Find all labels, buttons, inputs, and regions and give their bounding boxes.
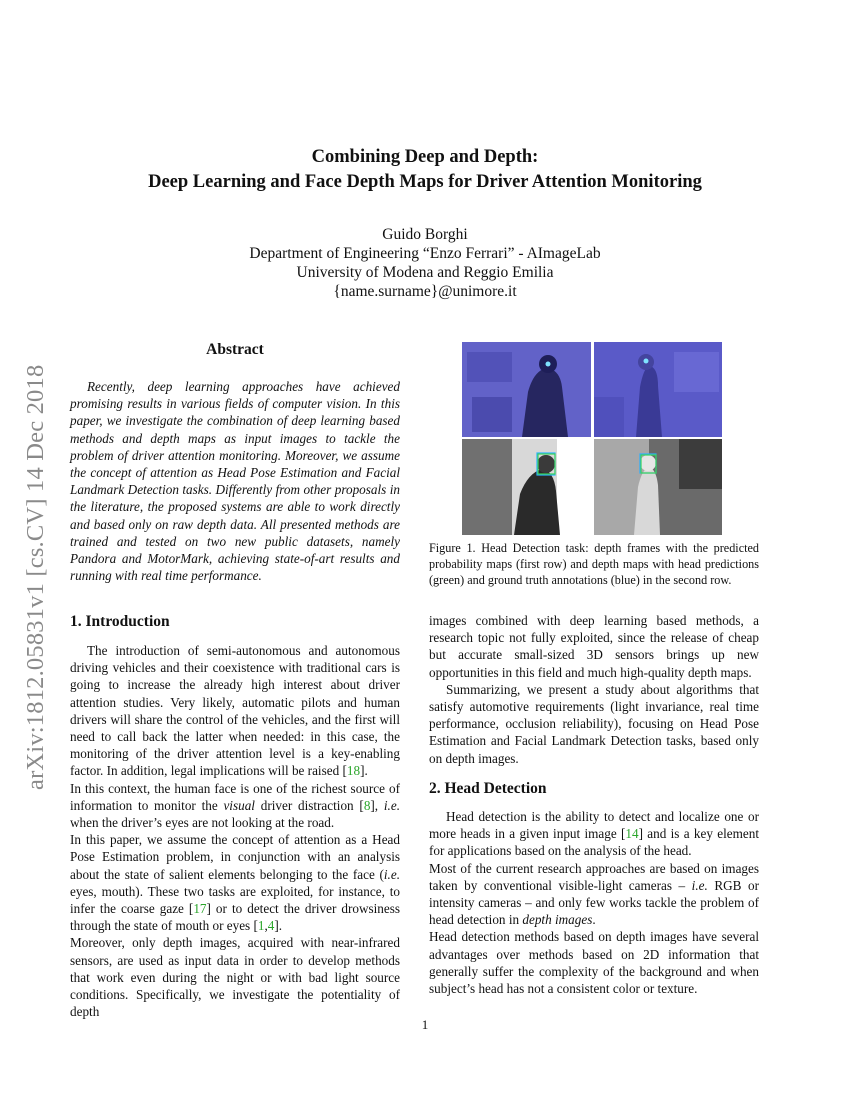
figure-panel-depth-frame-1 — [462, 342, 591, 437]
figure-panel-head-prediction-2 — [594, 439, 722, 535]
intro-paragraph-4: Moreover, only depth images, acquired with near-infrared sensors, are used as input data in order to develop methods that work even during the night or with bad light source conditions. Specifically, we investigate the potentiality of depth — [70, 935, 400, 1020]
summary-paragraph: Summarizing, we present a study about algorithms that satisfy automotive requirements (light invariance, real time performance, occlusion reliability), focusing on Head Pose Estimation and Facial Landmark Detection tasks, based only on depth images. — [429, 681, 759, 766]
page-number: 1 — [421, 1017, 429, 1032]
citation-link[interactable]: 17 — [193, 901, 207, 917]
figure-1-caption: Figure 1. Head Detection task: depth frames with the predicted probability maps (first row) and depth maps with head predictions (green) and ground truth annotations (blue) in the second row. — [429, 541, 759, 587]
intro-paragraph-2: In this context, the human face is one of the richest source of information to monitor the visual driver distraction [8], i.e. when the driver’s eyes are not looking at the road. — [70, 780, 400, 831]
intro-continued-paragraph: images combined with deep learning based methods, a research topic not fully exploited, since the release of cheap but accurate small-sized 3D sensors brings up new opportunities in this field and much high-quality depth maps. — [429, 613, 759, 680]
author-email: {name.surname}@unimore.it — [333, 283, 517, 300]
citation-link[interactable]: 4 — [267, 918, 275, 934]
figure-panel-depth-frame-2 — [594, 342, 722, 437]
author-name: Guido Borghi — [382, 226, 468, 243]
citation-link[interactable]: 8 — [363, 797, 371, 813]
intro-heading: 1. Introduction — [70, 613, 170, 630]
arxiv-side-stamp: arXiv:1812.05831v1 [cs.CV] 14 Dec 2018 — [22, 364, 49, 790]
author-affiliation: Department of Engineering “Enzo Ferrari” - AImageLab — [249, 245, 601, 262]
abstract-heading: Abstract — [206, 341, 264, 358]
paper-title-line2: Deep Learning and Face Depth Maps for Driver Attention Monitoring — [148, 172, 702, 192]
head-detection-paragraph-2: Most of the current research approaches are based on images taken by conventional visible-light cameras – i.e. RGB or intensity cameras – and only few works tackle the problem of head detection in depth images. — [429, 860, 759, 928]
abstract-text: Recently, deep learning approaches have achieved promising results in various fields of computer vision. In this paper, we investigate the combination of deep learning based methods and depth maps as input images to tackle the problem of driver attention monitoring. Moreover, we assume the concept of attention as Head Pose Estimation and Facial Landmark Detection tasks. Differently from other proposals in the literature, the proposed systems are able to work directly and based only on raw depth data. All presented methods are trained and tested on two new public datasets, namely Pandora and MotorMark, achieving state-of-art results and running with real time performance. — [70, 379, 400, 584]
intro-paragraph-1: The introduction of semi-autonomous and autonomous driving vehicles and their coexistence with traditional cars is going to increase the already high interest about driver attention studies. Very likely, automatic pilots and human drivers will share the control of the vehicles, and the first will need to call back the latter when needed: in this case, the monitoring of the driver attention level is a key-enabling factor. In addition, legal implications will be raised [18]. — [70, 643, 400, 779]
author-university: University of Modena and Reggio Emilia — [296, 264, 554, 281]
citation-link[interactable]: 18 — [346, 763, 361, 779]
citation-link[interactable]: 14 — [625, 826, 639, 842]
figure-panel-head-prediction-1 — [462, 439, 591, 535]
head-detection-paragraph-3: Head detection methods based on depth images have several advantages over methods based on 2D information that generally suffer the complexity of the background and when subject’s head has not a consistent color or texture. — [429, 929, 759, 997]
abstract-body — [70, 378, 400, 584]
paper-title-line1: Combining Deep and Depth: — [311, 147, 539, 167]
right-column-body — [429, 612, 759, 767]
intro-paragraph-3: In this paper, we assume the concept of attention as a Head Pose Estimation problem, in conjunction with an analysis about the state of salient elements belonging to the face (i.e. eyes, mouth). These two tasks are exploited, for instance, to infer the coarse gaze [17] or to detect the driver drowsiness through the state of mouth or eyes [1,4]. — [70, 832, 400, 934]
intro-body — [70, 642, 400, 1020]
head-detection-heading: 2. Head Detection — [429, 780, 547, 797]
citation-link[interactable]: 1 — [257, 918, 265, 934]
head-detection-body — [429, 808, 759, 997]
head-detection-paragraph-1: Head detection is the ability to detect and localize one or more heads in a given input image [14] and is a key element for applications based on the analysis of the head. — [429, 809, 759, 859]
